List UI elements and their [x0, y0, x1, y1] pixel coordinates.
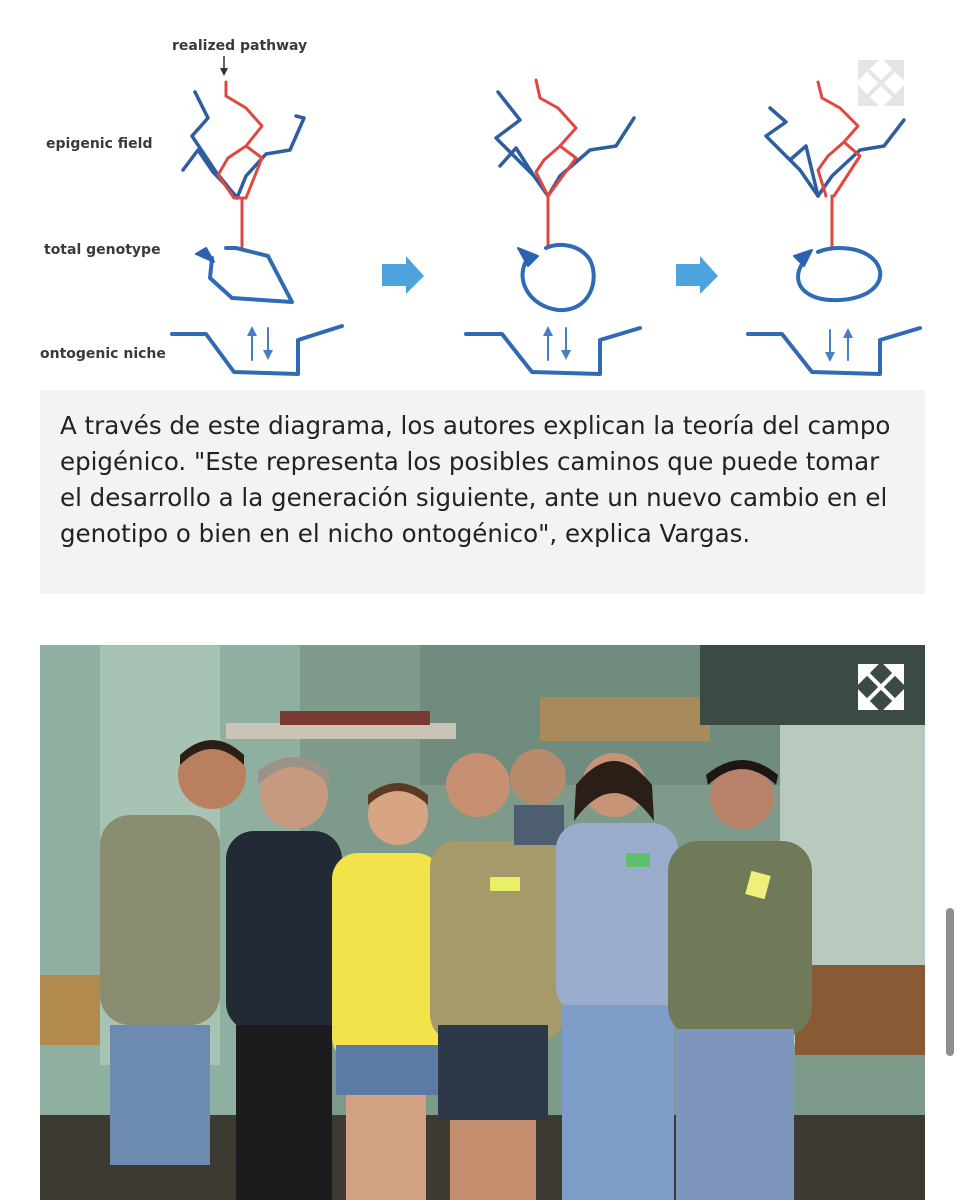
label-ontogenic-niche: ontogenic niche [40, 346, 166, 362]
panel-1 [172, 82, 342, 374]
expand-icon[interactable] [858, 60, 904, 106]
transition-arrow-2 [676, 256, 718, 294]
panel-2 [466, 80, 640, 374]
label-epigenic-field: epigenic field [46, 136, 153, 152]
diagram-svg [0, 0, 963, 390]
label-total-genotype: total genotype [44, 242, 161, 258]
epigenic-diagram [0, 0, 963, 390]
group-photo[interactable] [40, 645, 925, 1200]
diagram-caption [40, 390, 925, 594]
transition-arrow-1 [382, 256, 424, 294]
label-realized-pathway: realized pathway [172, 38, 308, 54]
photo-expand-icon[interactable] [858, 664, 904, 710]
scrollbar-thumb[interactable] [946, 908, 954, 1056]
caption-text: A través de este diagrama, los autores explican la teoría del campo epigénico. "Este representa los posibles caminos que puede tomar el desarrollo a la generación siguiente, ante un nuevo cambio en el genotipo o bien en el nicho ontogénico", explica Vargas. [60, 411, 891, 548]
photo-scene [40, 645, 925, 1200]
panel-3 [748, 82, 920, 374]
